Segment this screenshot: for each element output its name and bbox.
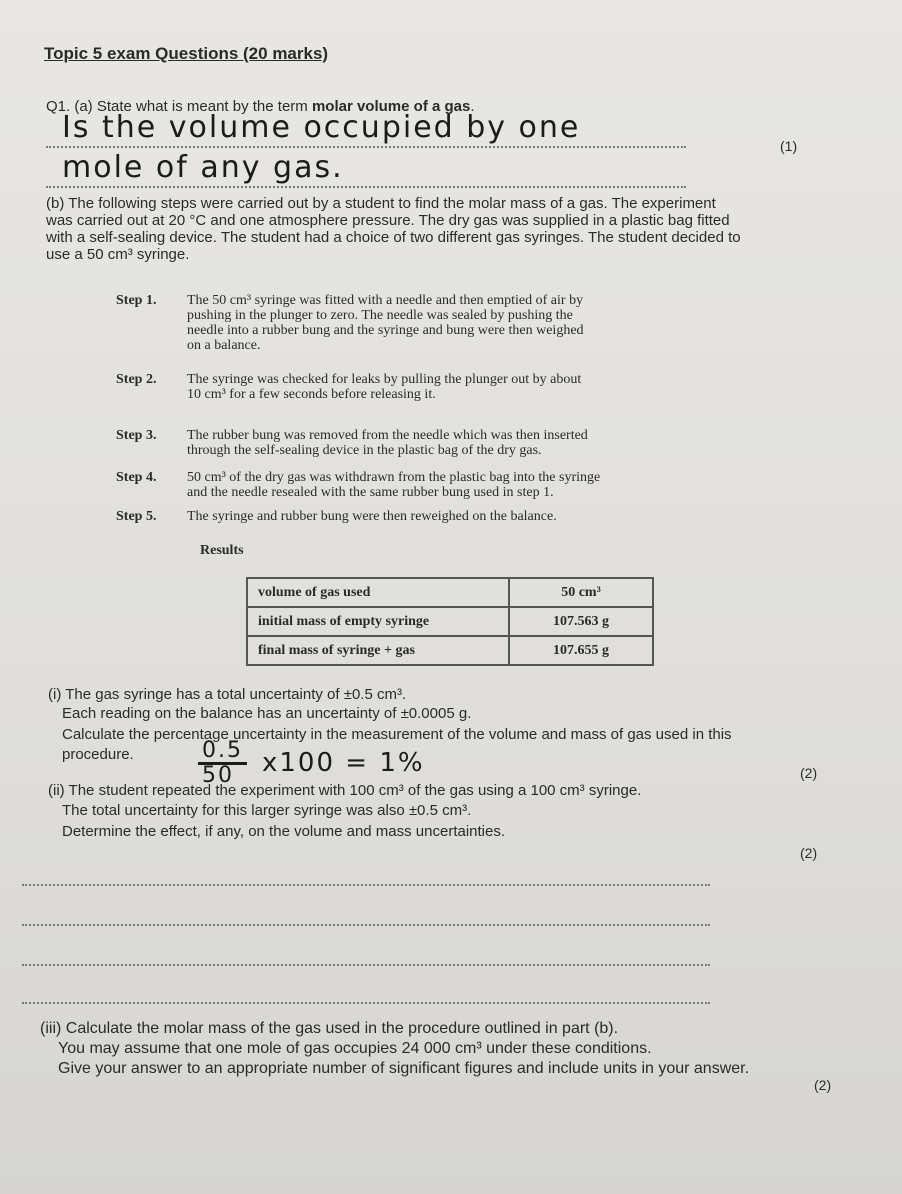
answer-dotted-line: [22, 884, 710, 886]
part-i-line-1: (i) The gas syringe has a total uncertainty of ±0.5 cm³.: [48, 686, 407, 703]
part-ii-line-3: Determine the effect, if any, on the volume and mass uncertainties.: [62, 823, 506, 840]
question-1b-line-4: use a 50 cm³ syringe.: [46, 246, 190, 263]
part-ii-line-1: (ii) The student repeated the experiment with 100 cm³ of the gas using a 100 cm³ syringe.: [48, 782, 642, 799]
step-text: pushing in the plunger to zero. The needle was sealed by pushing the: [187, 308, 573, 323]
part-i-line-4: procedure.: [62, 746, 134, 763]
marks-iii: (2): [814, 1077, 832, 1093]
table-cell: 107.655 g: [509, 636, 653, 665]
results-heading: Results: [200, 543, 244, 558]
table-cell: initial mass of empty syringe: [247, 607, 509, 636]
table-row: [247, 636, 653, 665]
part-i-line-3: Calculate the percentage uncertainty in the measurement of the volume and mass of gas used in this: [62, 726, 732, 743]
table-cell: final mass of syringe + gas: [247, 636, 509, 665]
step-label: Step 1.: [116, 293, 157, 308]
step-text: on a balance.: [187, 338, 261, 353]
handwritten-fraction: [198, 740, 247, 787]
question-1a-suffix: .: [470, 98, 475, 115]
page-title: Topic 5 exam Questions (20 marks): [44, 44, 329, 63]
marks-1a: (1): [780, 138, 798, 154]
table-row: [247, 607, 653, 636]
handwritten-answer-line-2: mole of any gas.: [62, 150, 344, 185]
step-label: Step 2.: [116, 372, 157, 387]
fraction-numerator: 0.5: [198, 740, 247, 765]
answer-dotted-line: [46, 186, 686, 188]
handwritten-calculation: x100 = 1%: [262, 748, 425, 778]
step-text: The syringe was checked for leaks by pulling the plunger out by about: [187, 372, 582, 387]
step-text: 50 cm³ of the dry gas was withdrawn from the plastic bag into the syringe: [187, 470, 601, 485]
step-label: Step 5.: [116, 509, 157, 524]
part-iii-line-3: Give your answer to an appropriate number of significant figures and include units in your answer.: [58, 1060, 750, 1077]
step-text: The syringe and rubber bung were then reweighed on the balance.: [187, 509, 557, 524]
step-label: Step 4.: [116, 470, 157, 485]
step-text: needle into a rubber bung and the syringe and bung were then weighed: [187, 323, 584, 338]
answer-dotted-line: [22, 964, 710, 966]
part-i-line-2: Each reading on the balance has an uncertainty of ±0.0005 g.: [62, 705, 472, 722]
marks-i: (2): [800, 765, 818, 781]
part-iii-line-1: (iii) Calculate the molar mass of the gas used in the procedure outlined in part (b).: [40, 1020, 619, 1037]
step-text: through the self-sealing device in the plastic bag of the dry gas.: [187, 443, 542, 458]
table-cell: 107.563 g: [509, 607, 653, 636]
step-text: and the needle resealed with the same rubber bung used in step 1.: [187, 485, 554, 500]
part-iii-line-2: You may assume that one mole of gas occupies 24 000 cm³ under these conditions.: [58, 1040, 652, 1057]
step-text: 10 cm³ for a few seconds before releasing it.: [187, 387, 436, 402]
part-ii-line-2: The total uncertainty for this larger syringe was also ±0.5 cm³.: [62, 802, 472, 819]
question-1a-prefix: Q1. (a) State what is meant by the term: [46, 98, 312, 115]
question-1b-line-3: with a self-sealing device. The student had a choice of two different gas syringes. The student decided to: [46, 229, 741, 246]
step-label: Step 3.: [116, 428, 157, 443]
table-row: [247, 578, 653, 607]
handwritten-answer-line-1: Is the volume occupied by one: [62, 110, 581, 145]
step-text: The 50 cm³ syringe was fitted with a needle and then emptied of air by: [187, 293, 584, 308]
results-table: [246, 577, 654, 666]
question-1b-line-1: (b) The following steps were carried out by a student to find the molar mass of a gas. The experiment: [46, 195, 716, 212]
table-cell: 50 cm³: [509, 578, 653, 607]
answer-dotted-line: [22, 1002, 710, 1004]
fraction-denominator: 50: [202, 763, 234, 788]
marks-ii: (2): [800, 845, 818, 861]
question-1a-term: molar volume of a gas: [311, 98, 471, 115]
answer-dotted-line: [22, 924, 710, 926]
question-1b-line-2: was carried out at 20 °C and one atmosphere pressure. The dry gas was supplied in a plastic bag fitted: [46, 212, 730, 229]
table-cell: volume of gas used: [247, 578, 509, 607]
step-text: The rubber bung was removed from the needle which was then inserted: [187, 428, 588, 443]
answer-dotted-line: [46, 146, 686, 148]
